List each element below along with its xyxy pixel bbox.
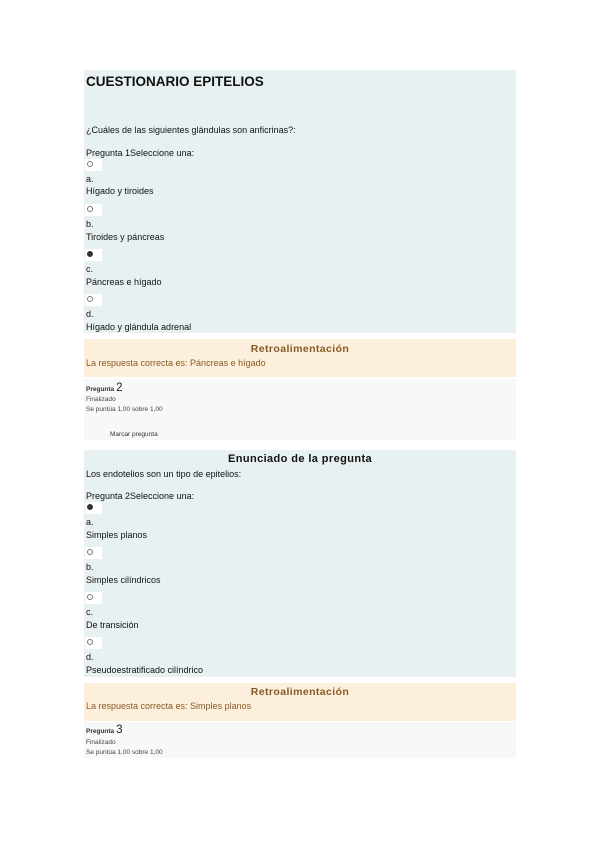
page-title: CUESTIONARIO EPITELIOS [86, 74, 264, 89]
q1-option-c-radio[interactable] [85, 249, 102, 261]
radio-checked-icon [87, 251, 93, 257]
radio-checked-icon [87, 504, 93, 510]
radio-unchecked-icon [87, 206, 93, 212]
q1-option-b-text[interactable]: Tiroides y páncreas [86, 232, 165, 242]
question-2-score: Se puntúa 1,00 sobre 1,00 [86, 406, 163, 413]
q2-option-d-text[interactable]: Pseudoestratificado cilíndrico [86, 665, 204, 675]
radio-unchecked-icon [87, 594, 93, 600]
question-number: 2 [116, 382, 123, 394]
flag-question-link[interactable]: Marcar pregunta [110, 431, 158, 438]
question-2-status: Finalizado [86, 396, 116, 403]
question-1-feedback-title: Retroalimentación [250, 343, 350, 355]
question-statement-heading: Enunciado de la pregunta [227, 453, 373, 465]
radio-unchecked-icon [87, 161, 93, 167]
q1-option-c-text[interactable]: Páncreas e hígado [86, 277, 162, 287]
question-1-prompt: ¿Cuáles de las siguientes glándulas son anficrinas?: [86, 125, 296, 135]
question-2-panel [84, 450, 516, 677]
question-1-correct-answer: La respuesta correcta es: Páncreas e hígado [86, 358, 266, 368]
radio-unchecked-icon [87, 296, 93, 302]
q2-option-b-text[interactable]: Simples cilíndricos [86, 575, 161, 585]
q1-option-c-letter: c. [86, 264, 94, 274]
q2-option-c-text[interactable]: De transición [86, 620, 139, 630]
question-2-correct-answer: La respuesta correcta es: Simples planos [86, 701, 252, 711]
question-label-text: Pregunta [86, 728, 115, 735]
q1-option-b-letter: b. [86, 219, 94, 229]
radio-unchecked-icon [87, 549, 93, 555]
question-2-header: Pregunta 2Seleccione una: [86, 491, 195, 501]
q1-option-a-radio[interactable] [85, 159, 102, 171]
q2-option-a-text[interactable]: Simples planos [86, 530, 148, 540]
q2-option-c-letter: c. [86, 607, 94, 617]
radio-unchecked-icon [87, 639, 93, 645]
q2-option-d-radio[interactable] [85, 637, 102, 649]
question-1-panel [84, 70, 516, 333]
q1-option-a-text[interactable]: Hígado y tiroides [86, 186, 154, 196]
q2-option-d-letter: d. [86, 652, 94, 662]
question-2-feedback-title: Retroalimentación [250, 686, 350, 698]
question-2-label [86, 382, 123, 394]
question-3-label [86, 724, 123, 736]
question-2-prompt: Los endotelios son un tipo de epitelios: [86, 469, 242, 479]
question-3-status: Finalizado [86, 739, 116, 746]
q2-option-b-letter: b. [86, 562, 94, 572]
question-label-text: Pregunta [86, 386, 115, 393]
q2-option-b-radio[interactable] [85, 547, 102, 559]
q1-option-a-letter: a. [86, 174, 94, 184]
q1-option-d-text[interactable]: Hígado y glándula adrenal [86, 322, 192, 332]
question-1-header: Pregunta 1Seleccione una: [86, 148, 195, 158]
question-3-score: Se puntúa 1,00 sobre 1,00 [86, 749, 163, 756]
q2-option-a-radio[interactable] [85, 502, 102, 514]
q2-option-c-radio[interactable] [85, 592, 102, 604]
question-number: 3 [116, 724, 123, 736]
q1-option-d-letter: d. [86, 309, 94, 319]
q1-option-b-radio[interactable] [85, 204, 102, 216]
q1-option-d-radio[interactable] [85, 294, 102, 306]
q2-option-a-letter: a. [86, 517, 94, 527]
